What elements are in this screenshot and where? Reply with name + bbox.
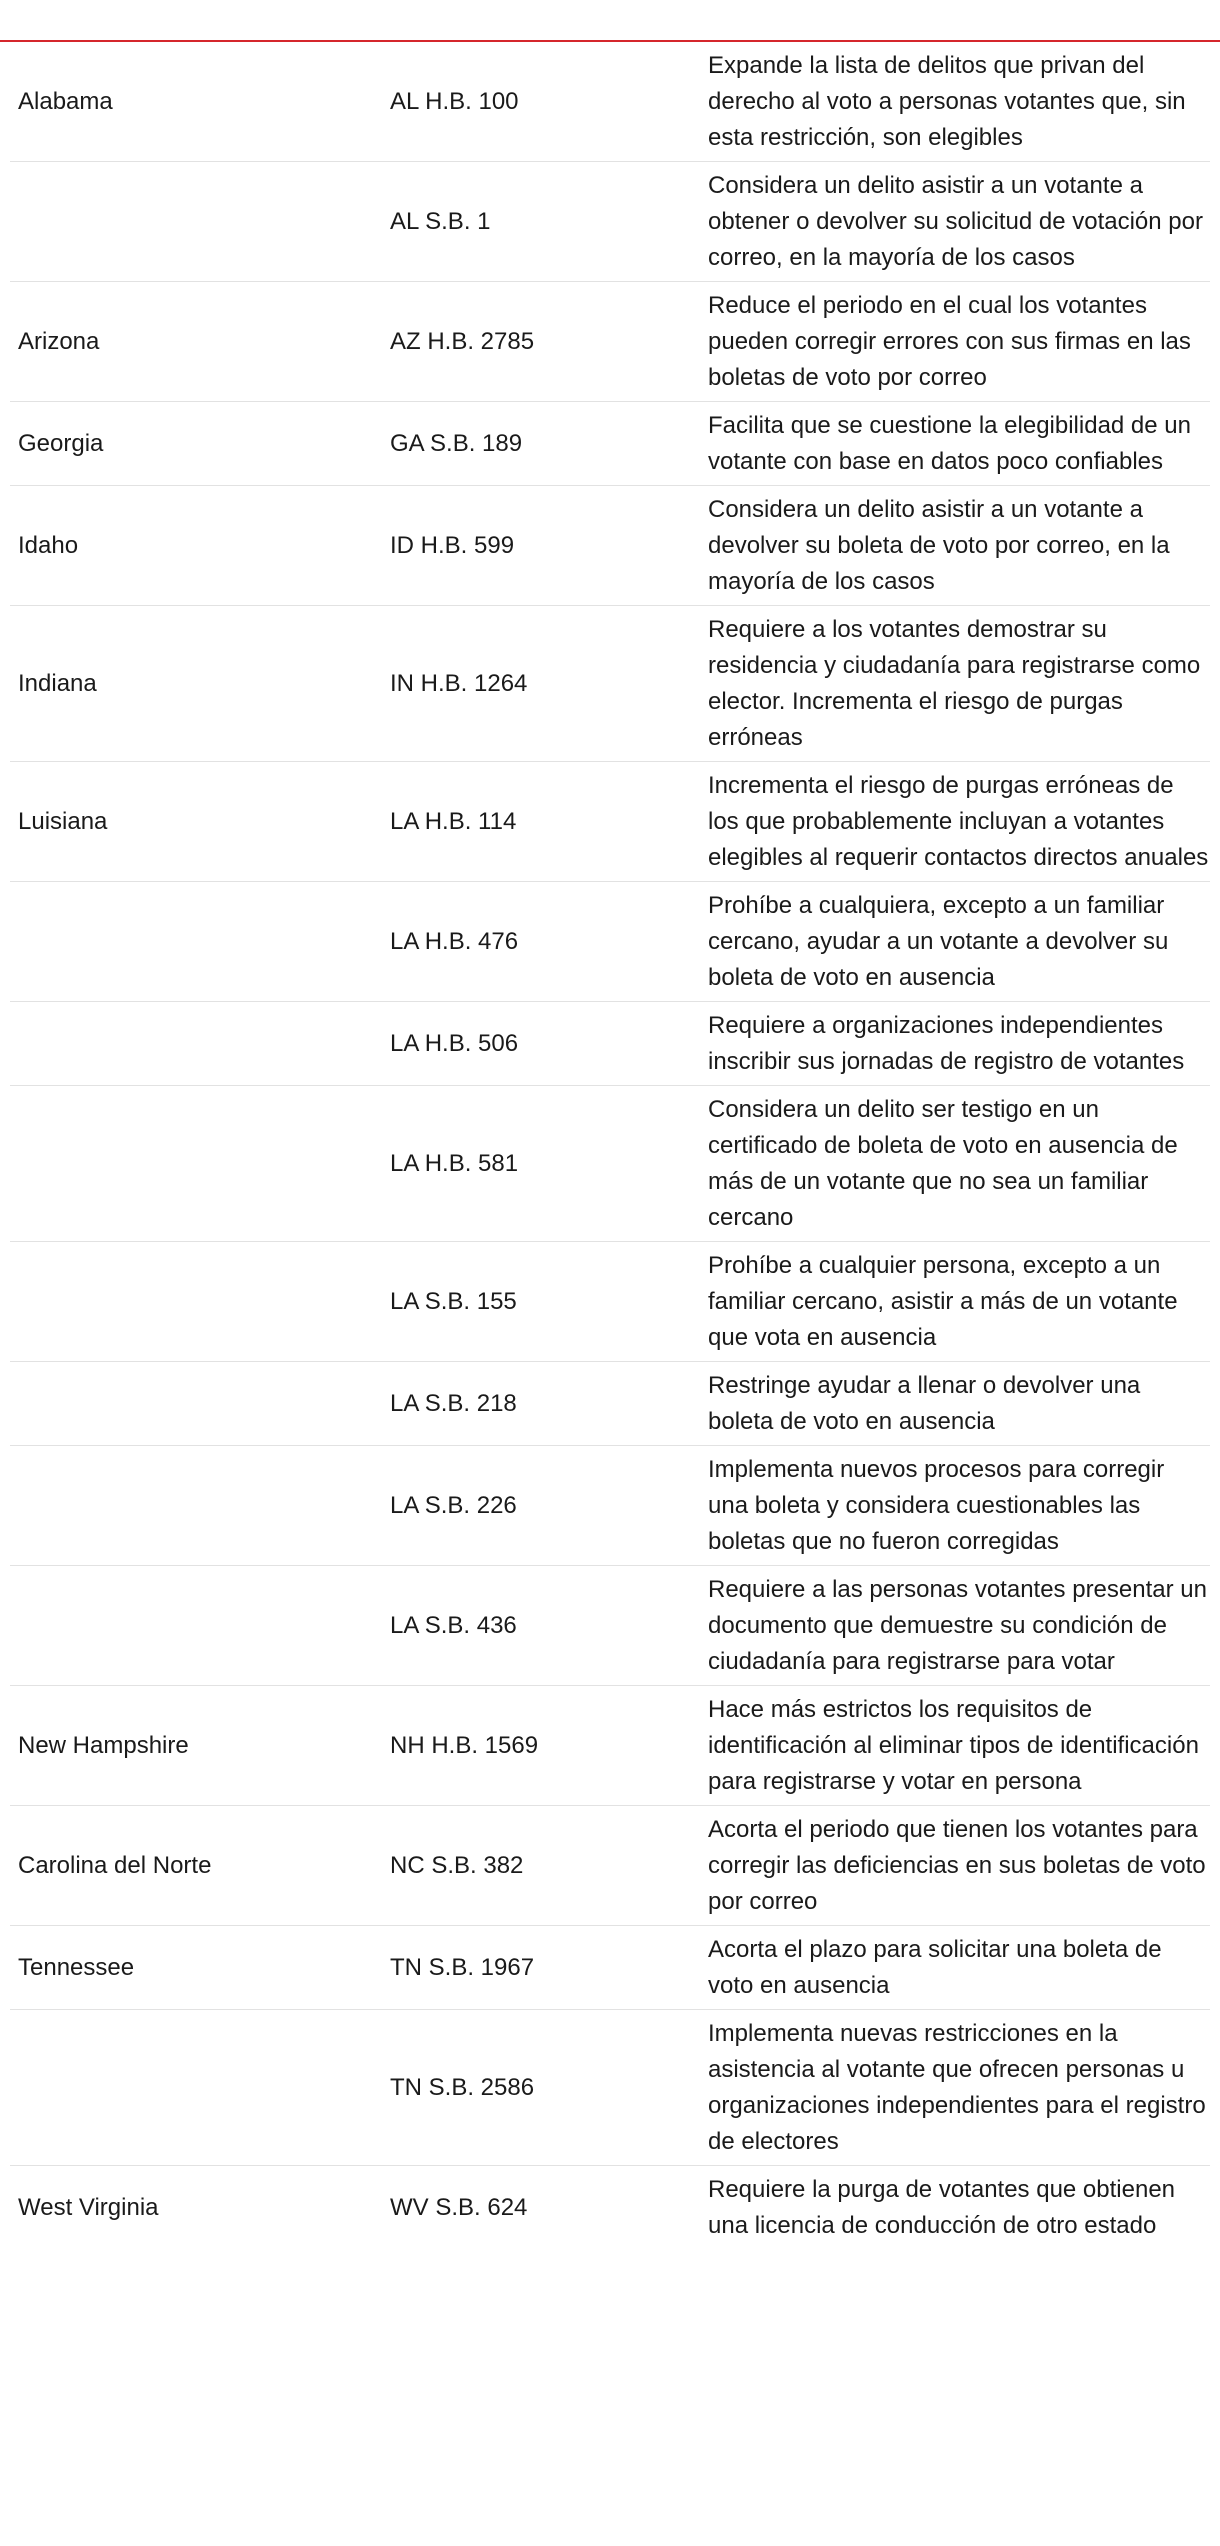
description-cell: Expande la lista de delitos que privan del derecho al voto a personas votantes que, sin esta restricción, son elegibles — [708, 52, 1186, 151]
table-row — [10, 1926, 1210, 2010]
description-cell: Acorta el plazo para solicitar una boleta de voto en ausencia — [708, 1936, 1162, 1999]
bill-cell: LA S.B. 436 — [390, 1612, 517, 1639]
description-cell: Implementa nuevos procesos para corregir una boleta y considera cuestionables las boletas que no fueron corregidas — [708, 1456, 1165, 1555]
table-row — [10, 2166, 1210, 2249]
description-cell: Acorta el periodo que tienen los votantes para corregir las deficiencias en sus boletas de voto por correo — [708, 1816, 1206, 1915]
description-cell: Considera un delito ser testigo en un certificado de boleta de voto en ausencia de más de un votante que no sea un familiar cercano — [708, 1096, 1178, 1231]
table-row — [10, 762, 1210, 882]
legislation-table — [10, 42, 1210, 2249]
bill-cell: NH H.B. 1569 — [390, 1732, 539, 1759]
bill-cell: ID H.B. 599 — [390, 532, 515, 559]
description-cell: Requiere a las personas votantes presentar un documento que demuestre su condición de ciudadanía para registrarse para votar — [708, 1576, 1207, 1675]
bill-cell: NC S.B. 382 — [390, 1852, 524, 1879]
bill-cell: WV S.B. 624 — [390, 2194, 528, 2221]
state-cell: New Hampshire — [18, 1732, 189, 1759]
state-cell: Carolina del Norte — [18, 1852, 212, 1879]
table-row — [10, 1806, 1210, 1926]
state-cell: West Virginia — [18, 2194, 159, 2221]
description-cell: Requiere a organizaciones independientes inscribir sus jornadas de registro de votantes — [708, 1012, 1185, 1075]
table-row — [10, 1362, 1210, 1446]
bill-cell: LA H.B. 506 — [390, 1030, 519, 1057]
bill-cell: AZ H.B. 2785 — [390, 328, 535, 355]
description-cell: Hace más estrictos los requisitos de identificación al eliminar tipos de identificación para registrarse y votar en persona — [708, 1696, 1199, 1795]
description-cell: Prohíbe a cualquiera, excepto a un familiar cercano, ayudar a un votante a devolver su boleta de voto en ausencia — [708, 892, 1169, 991]
state-cell: Idaho — [18, 532, 79, 559]
table-row — [10, 1686, 1210, 1806]
state-cell: Luisiana — [18, 808, 108, 835]
description-cell: Considera un delito asistir a un votante a obtener o devolver su solicitud de votación por correo, en la mayoría de los casos — [708, 172, 1203, 271]
bill-cell: AL S.B. 1 — [390, 208, 491, 235]
table-row — [10, 882, 1210, 1002]
description-cell: Reduce el periodo en el cual los votantes pueden corregir errores con sus firmas en las boletas de voto por correo — [708, 292, 1191, 391]
bill-cell: TN S.B. 2586 — [390, 2074, 535, 2101]
state-cell: Georgia — [18, 430, 104, 457]
state-cell: Tennessee — [18, 1954, 135, 1981]
state-cell: Arizona — [18, 328, 100, 355]
table-row — [10, 282, 1210, 402]
description-cell: Restringe ayudar a llenar o devolver una boleta de voto en ausencia — [708, 1372, 1141, 1435]
table-row — [10, 1446, 1210, 1566]
table-row — [10, 162, 1210, 282]
description-cell: Requiere a los votantes demostrar su residencia y ciudadanía para registrarse como elector. Incrementa el riesgo de purgas erróneas — [708, 616, 1201, 751]
description-cell: Requiere la purga de votantes que obtienen una licencia de conducción de otro estado — [708, 2176, 1176, 2239]
table-row — [10, 606, 1210, 762]
description-cell: Incrementa el riesgo de purgas erróneas de los que probablemente incluyan a votantes elegibles al requerir contactos directos anuales — [708, 772, 1209, 871]
bill-cell: GA S.B. 189 — [390, 430, 523, 457]
table-row — [10, 486, 1210, 606]
bill-cell: LA S.B. 218 — [390, 1390, 517, 1417]
state-cell: Indiana — [18, 670, 97, 697]
bill-cell: AL H.B. 100 — [390, 88, 519, 115]
bill-cell: LA S.B. 226 — [390, 1492, 517, 1519]
description-cell: Implementa nuevas restricciones en la asistencia al votante que ofrecen personas u organizaciones independientes para el registro de electores — [708, 2020, 1206, 2155]
table-row — [10, 1566, 1210, 1686]
bill-cell: TN S.B. 1967 — [390, 1954, 535, 1981]
description-cell: Facilita que se cuestione la elegibilidad de un votante con base en datos poco confiables — [708, 412, 1191, 475]
table-row — [10, 1086, 1210, 1242]
table-row — [10, 402, 1210, 486]
bill-cell: LA H.B. 581 — [390, 1150, 519, 1177]
table-row — [10, 1242, 1210, 1362]
table-row — [10, 42, 1210, 162]
description-cell: Considera un delito asistir a un votante a devolver su boleta de voto por correo, en la mayoría de los casos — [708, 496, 1170, 595]
table-row — [10, 2010, 1210, 2166]
table-row — [10, 1002, 1210, 1086]
description-cell: Prohíbe a cualquier persona, excepto a un familiar cercano, asistir a más de un votante que vota en ausencia — [708, 1252, 1178, 1351]
bill-cell: IN H.B. 1264 — [390, 670, 528, 697]
state-cell: Alabama — [18, 88, 113, 115]
bill-cell: LA S.B. 155 — [390, 1288, 517, 1315]
bill-cell: LA H.B. 476 — [390, 928, 519, 955]
bill-cell: LA H.B. 114 — [390, 808, 517, 835]
